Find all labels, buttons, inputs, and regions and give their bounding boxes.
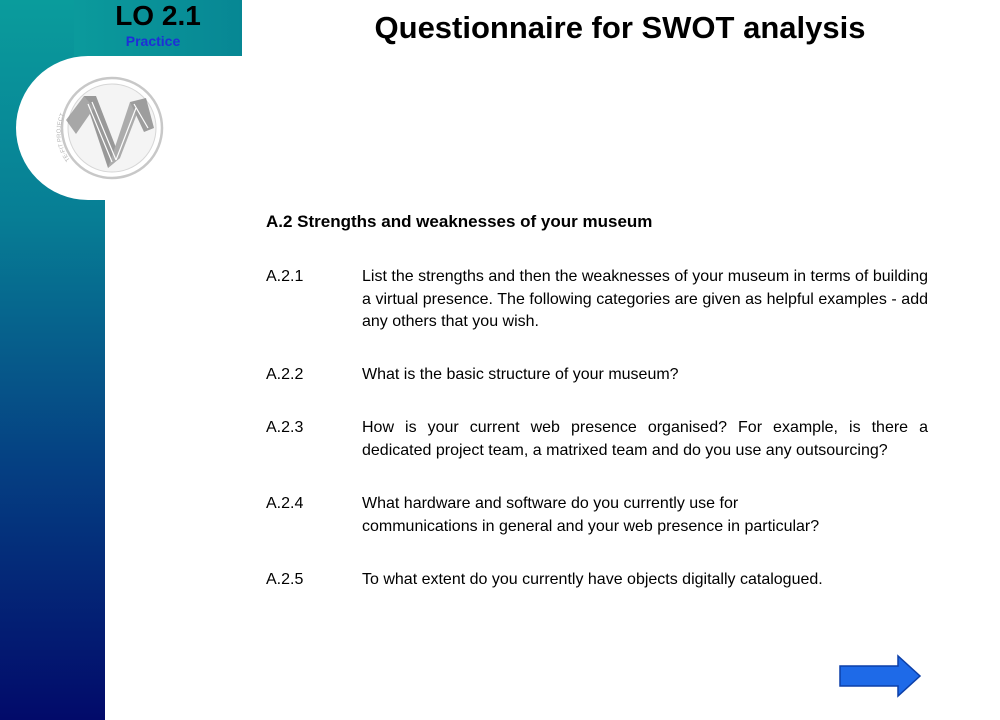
question-text: List the strengths and then the weaknesses of your museum in terms of building a virtual presence. The following categories are given as helpful examples - add any others that you wish. xyxy=(362,268,928,330)
question-text: To what extent do you currently have objects digitally catalogued. xyxy=(362,571,823,588)
question-item-a-2-1 xyxy=(266,266,928,334)
logo-text: TE-FIT PROJECT xyxy=(56,112,72,163)
question-text-line-1: What hardware and software do you currently use for xyxy=(362,495,739,512)
badge-title: LO 2.1 xyxy=(115,0,201,31)
arrow-right-icon xyxy=(838,654,922,698)
page-title: Questionnaire for SWOT analysis xyxy=(374,10,866,45)
question-number: A.2.5 xyxy=(266,571,304,588)
question-item-a-2-3 xyxy=(266,417,928,462)
section-heading: A.2 Strengths and weaknesses of your museum xyxy=(266,212,653,231)
question-item-a-2-2 xyxy=(266,364,928,387)
question-item-a-2-5 xyxy=(266,569,928,592)
question-text: How is your current web presence organised? For example, is there a dedicated project team, a matrixed team and do you use any outsourcing? xyxy=(362,419,928,459)
next-slide-button[interactable] xyxy=(838,654,922,698)
question-list xyxy=(266,266,928,592)
question-item-a-2-4 xyxy=(266,493,928,538)
question-number: A.2.3 xyxy=(266,419,304,436)
question-text xyxy=(362,493,928,538)
question-number: A.2.4 xyxy=(266,495,304,512)
logo xyxy=(46,76,170,184)
question-number: A.2.2 xyxy=(266,365,304,383)
question-number: A.2.1 xyxy=(266,268,304,285)
question-text: What is the basic structure of your museum? xyxy=(362,365,679,383)
question-text-line-2: communications in general and your web presence in particular? xyxy=(362,517,820,535)
logo-icon xyxy=(46,76,170,184)
badge-subtitle: Practice xyxy=(125,33,181,49)
